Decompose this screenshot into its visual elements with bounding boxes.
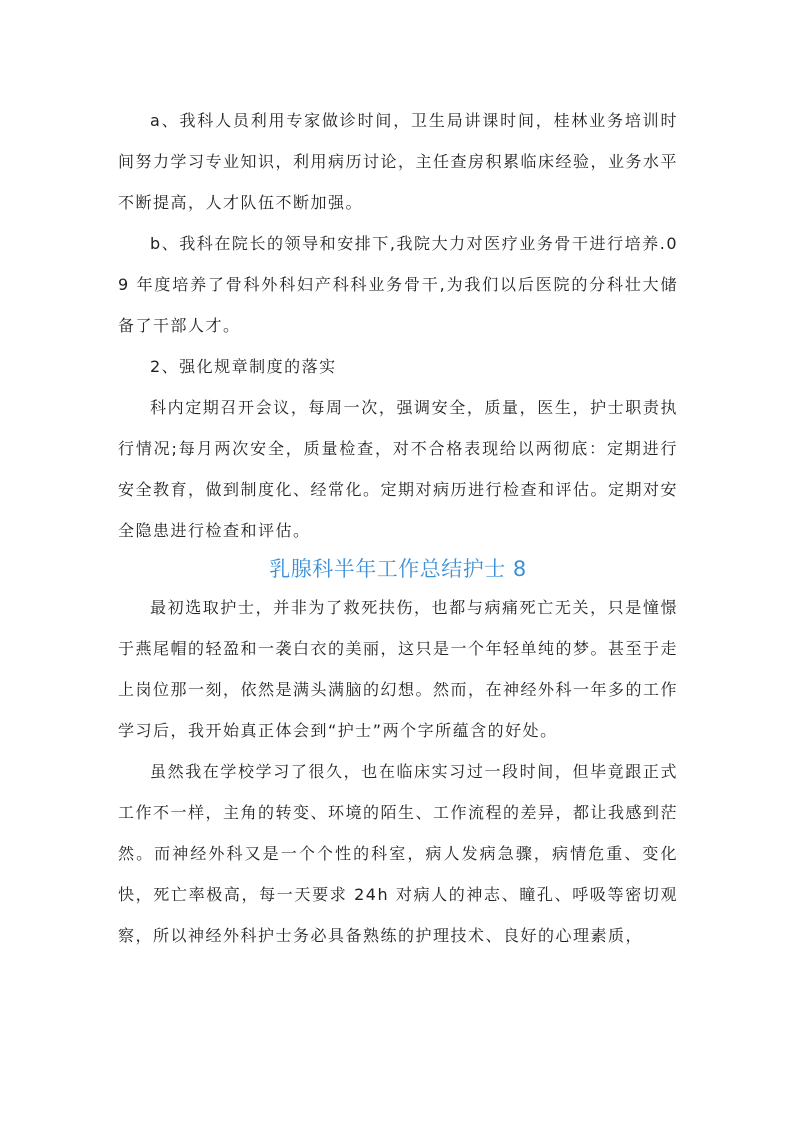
section-title: 乳腺科半年工作总结护士 8 <box>269 557 527 581</box>
paragraph-a: a、我科人员利用专家做诊时间，卫生局讲课时间，桂林业务培训时间努力学习专业知识，利用病历讨论，主任查房积累临床经验，业务水平不断提高，人才队伍不断加强。 <box>118 111 679 212</box>
paragraph-nurse-work: 虽然我在学校学习了很久，也在临床实习过一段时间，但毕竟跟正式工作不一样，主角的转变、环境的陌生、工作流程的差异，都让我感到茫然。而神经外科又是一个个性的科室，病人发病急骤，病情危重、变化快，死亡率极高，每一天要求 24h 对病人的神志、瞳孔、呼吸等密切观察，所以神经外科护士务必具备熟练的护理技术、良好的心理素质， <box>118 762 679 945</box>
paragraph-nurse-intro: 最初选取护士，并非为了救死扶伤，也都与病痛死亡无关，只是憧憬于燕尾帽的轻盈和一袭白衣的美丽，这只是一个年轻单纯的梦。甚至于走上岗位那一刻，依然是满头满脑的幻想。然而，在神经外科一年多的工作学习后，我开始真正体会到“护士”两个字所蕴含的好处。 <box>118 598 679 740</box>
paragraph-meetings: 科内定期召开会议，每周一次，强调安全，质量，医生，护士职责执行情况;每月两次安全，质量检查，对不合格表现给以两彻底：定期进行安全教育，做到制度化、经常化。定期对病历进行检查和评估。定期对安全隐患进行检查和评估。 <box>118 398 679 540</box>
paragraph-b: b、我科在院长的领导和安排下,我院大力对医疗业务骨干进行培养.09 年度培养了骨科外科妇产科科业务骨干,为我们以后医院的分科壮大储备了干部人才。 <box>118 234 678 335</box>
subheading-regulations: 2、强化规章制度的落实 <box>150 357 337 376</box>
document-body <box>118 100 678 956</box>
